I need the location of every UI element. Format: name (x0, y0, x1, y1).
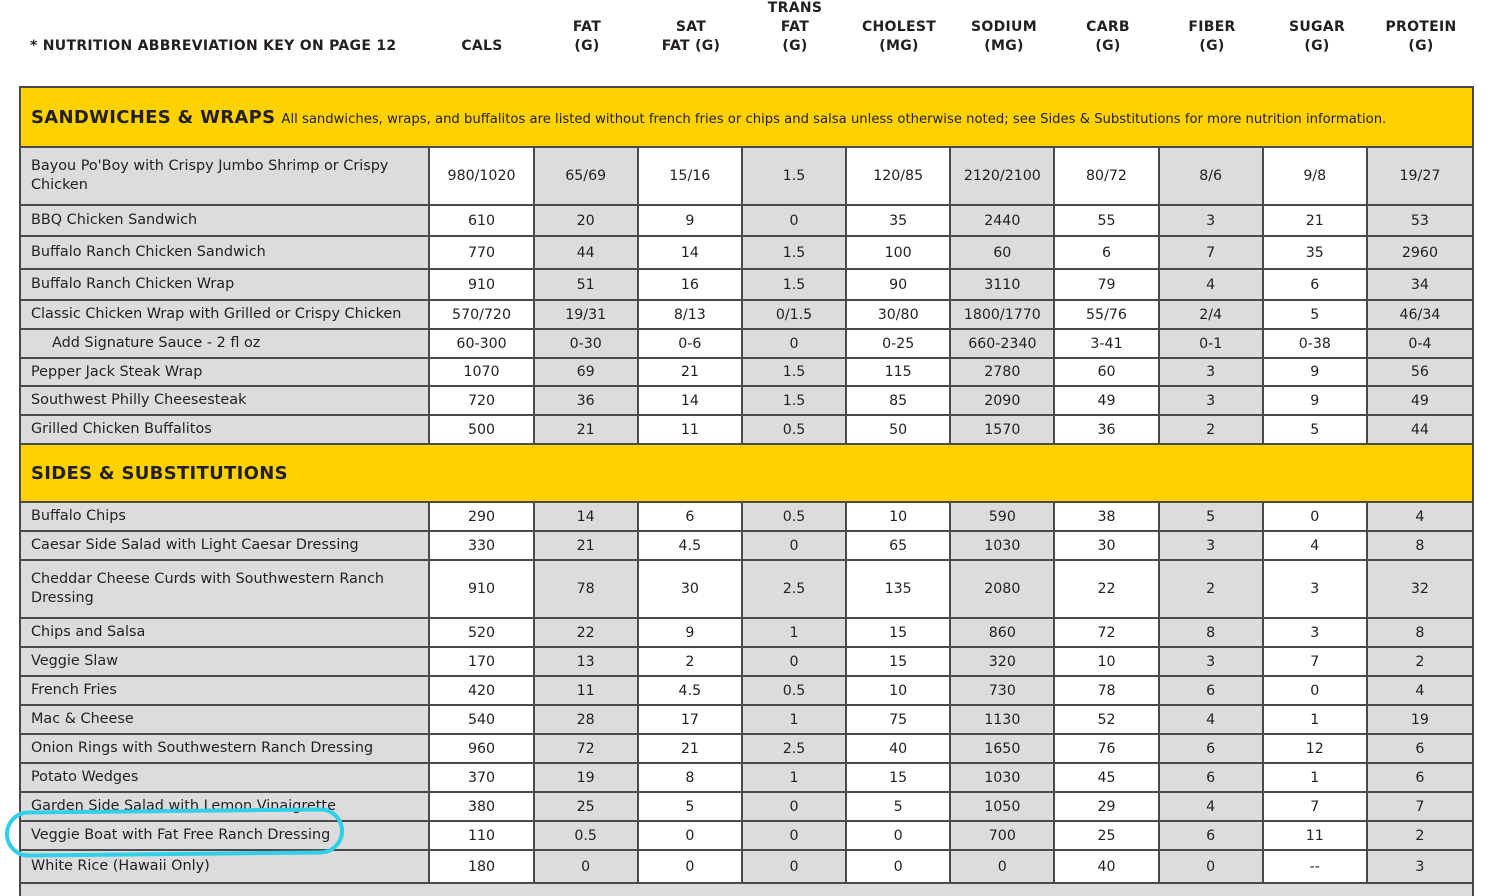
section-title: SIDES & SUBSTITUTIONS (31, 462, 288, 484)
column-header-row (0, 0, 1494, 86)
nutrition-value-cell: 15 (847, 648, 951, 675)
nutrition-value-cell: 16 (639, 270, 743, 299)
nutrition-value-cell: 35 (1264, 237, 1368, 268)
item-name: White Rice (Hawaii Only) (21, 851, 430, 882)
nutrition-value-cell: 79 (1055, 270, 1159, 299)
section-title: SANDWICHES & WRAPS (31, 106, 276, 128)
nutrition-value-cell: 320 (951, 648, 1055, 675)
column-header: SAT FAT (G) (661, 19, 721, 54)
nutrition-value-cell: 0 (743, 648, 847, 675)
nutrition-value-cell: 2 (1368, 648, 1472, 675)
nutrition-value-cell: 0.5 (535, 822, 639, 849)
nutrition-value-cell: 3 (1160, 206, 1264, 235)
nutrition-value-cell: 0-38 (1264, 330, 1368, 357)
nutrition-value-cell: 5 (847, 793, 951, 820)
nutrition-value-cell: 5 (639, 793, 743, 820)
nutrition-value-cell: 0 (639, 851, 743, 882)
nutrition-value-cell: 19/27 (1368, 148, 1472, 204)
nutrition-value-cell: 2/4 (1160, 301, 1264, 328)
nutrition-value-cell: 6 (1160, 677, 1264, 704)
nutrition-value-cell: 44 (535, 237, 639, 268)
nutrition-value-cell: 4.5 (639, 677, 743, 704)
item-name: Potato Wedges (21, 764, 430, 791)
nutrition-value-cell: 60-300 (430, 330, 534, 357)
nutrition-value-cell: 5 (1264, 416, 1368, 443)
nutrition-value-cell: 610 (430, 206, 534, 235)
nutrition-value-cell: 78 (535, 561, 639, 617)
item-name: Mac & Cheese (21, 706, 430, 733)
item-name: Pepper Jack Steak Wrap (21, 359, 430, 385)
nutrition-value-cell: 32 (1368, 561, 1472, 617)
nutrition-value-cell: 72 (1055, 619, 1159, 646)
nutrition-value-cell: 14 (535, 503, 639, 530)
item-name: French Fries (21, 677, 430, 704)
nutrition-value-cell: 80/72 (1055, 148, 1159, 204)
nutrition-value-cell: 380 (430, 793, 534, 820)
nutrition-value-cell: 1.5 (743, 359, 847, 385)
nutrition-value-cell: 0/1.5 (743, 301, 847, 328)
nutrition-value-cell: 11 (1264, 822, 1368, 849)
nutrition-value-cell: 0 (951, 851, 1055, 882)
nutrition-value-cell: 0-6 (639, 330, 743, 357)
item-name: Onion Rings with Southwestern Ranch Dressing (21, 735, 430, 762)
table-row (21, 706, 1472, 735)
nutrition-value-cell: 0-25 (847, 330, 951, 357)
nutrition-value-cell: 7 (1368, 793, 1472, 820)
section-header (21, 88, 1472, 148)
nutrition-value-cell: 290 (430, 503, 534, 530)
nutrition-value-cell: 11 (535, 677, 639, 704)
nutrition-value-cell: 700 (951, 822, 1055, 849)
nutrition-value-cell: 7 (1160, 237, 1264, 268)
table-row (21, 330, 1472, 359)
item-name: Buffalo Ranch Chicken Wrap (21, 270, 430, 299)
nutrition-value-cell: 72 (535, 735, 639, 762)
nutrition-value-cell: 65 (847, 532, 951, 559)
nutrition-value-cell: 500 (430, 416, 534, 443)
table-row (21, 619, 1472, 648)
nutrition-value-cell: 520 (430, 619, 534, 646)
item-name: Classic Chicken Wrap with Grilled or Crispy Chicken (21, 301, 430, 328)
nutrition-value-cell: 1.5 (743, 387, 847, 414)
nutrition-value-cell: -- (1264, 851, 1368, 882)
nutrition-value-cell: 75 (847, 706, 951, 733)
section-header (21, 445, 1472, 503)
nutrition-value-cell: 22 (1055, 561, 1159, 617)
nutrition-value-cell: 25 (535, 793, 639, 820)
nutrition-value-cell: 85 (847, 387, 951, 414)
column-header: TRANS FAT (G) (767, 0, 823, 54)
nutrition-value-cell: 115 (847, 359, 951, 385)
table-row (21, 677, 1472, 706)
nutrition-value-cell: 1.5 (743, 270, 847, 299)
table-row (21, 851, 1472, 884)
nutrition-value-cell: 8/13 (639, 301, 743, 328)
nutrition-value-cell: 34 (1368, 270, 1472, 299)
nutrition-value-cell: 36 (1055, 416, 1159, 443)
nutrition-value-cell: 2960 (1368, 237, 1472, 268)
nutrition-value-cell: 0.5 (743, 416, 847, 443)
nutrition-value-cell: 910 (430, 561, 534, 617)
nutrition-value-cell: 9/8 (1264, 148, 1368, 204)
nutrition-value-cell: 0 (743, 822, 847, 849)
nutrition-value-cell: 50 (847, 416, 951, 443)
nutrition-value-cell: 10 (847, 503, 951, 530)
nutrition-value-cell: 3-41 (1055, 330, 1159, 357)
nutrition-value-cell: 170 (430, 648, 534, 675)
nutrition-value-cell: 180 (430, 851, 534, 882)
nutrition-value-cell: 910 (430, 270, 534, 299)
item-name: Veggie Boat with Fat Free Ranch Dressing (21, 822, 430, 849)
nutrition-value-cell: 9 (639, 206, 743, 235)
nutrition-value-cell: 3110 (951, 270, 1055, 299)
nutrition-value-cell: 69 (535, 359, 639, 385)
column-header: CALS (461, 38, 503, 54)
nutrition-value-cell: 1650 (951, 735, 1055, 762)
nutrition-value-cell: 30 (1055, 532, 1159, 559)
nutrition-value-cell: 3 (1160, 387, 1264, 414)
item-name: Veggie Slaw (21, 648, 430, 675)
nutrition-value-cell: 38 (1055, 503, 1159, 530)
nutrition-value-cell: 0 (1160, 851, 1264, 882)
nutrition-value-cell: 1 (743, 764, 847, 791)
nutrition-value-cell: 8 (639, 764, 743, 791)
column-header: CHOLEST (MG) (861, 19, 937, 54)
nutrition-value-cell: 21 (535, 416, 639, 443)
nutrition-value-cell: 4 (1368, 503, 1472, 530)
table-row (21, 532, 1472, 561)
nutrition-value-cell: 5 (1264, 301, 1368, 328)
nutrition-value-cell: 14 (639, 237, 743, 268)
nutrition-value-cell: 17 (639, 706, 743, 733)
nutrition-value-cell: 420 (430, 677, 534, 704)
nutrition-value-cell: 2120/2100 (951, 148, 1055, 204)
nutrition-value-cell: 730 (951, 677, 1055, 704)
nutrition-value-cell: 4 (1160, 270, 1264, 299)
nutrition-value-cell: 330 (430, 532, 534, 559)
nutrition-value-cell: 980/1020 (430, 148, 534, 204)
item-name: Grilled Chicken Buffalitos (21, 416, 430, 443)
nutrition-value-cell: 0.5 (743, 677, 847, 704)
nutrition-value-cell: 0 (535, 851, 639, 882)
nutrition-value-cell: 15/16 (639, 148, 743, 204)
nutrition-value-cell: 28 (535, 706, 639, 733)
nutrition-value-cell: 9 (1264, 359, 1368, 385)
nutrition-value-cell: 21 (639, 735, 743, 762)
nutrition-value-cell: 3 (1160, 648, 1264, 675)
nutrition-value-cell: 2 (1368, 822, 1472, 849)
nutrition-value-cell: 0 (743, 206, 847, 235)
nutrition-value-cell: 40 (847, 735, 951, 762)
nutrition-value-cell: 3 (1160, 532, 1264, 559)
nutrition-value-cell: 1 (743, 706, 847, 733)
item-name: Chips and Salsa (21, 619, 430, 646)
nutrition-value-cell: 51 (535, 270, 639, 299)
nutrition-value-cell: 5 (1160, 503, 1264, 530)
nutrition-value-cell: 1570 (951, 416, 1055, 443)
nutrition-value-cell: 20 (535, 206, 639, 235)
nutrition-value-cell: 2080 (951, 561, 1055, 617)
column-header: FAT (G) (572, 19, 602, 54)
nutrition-value-cell: 9 (639, 619, 743, 646)
nutrition-value-cell: 2440 (951, 206, 1055, 235)
nutrition-value-cell: 21 (639, 359, 743, 385)
nutrition-value-cell: 6 (1264, 270, 1368, 299)
nutrition-value-cell: 6 (1368, 764, 1472, 791)
nutrition-value-cell: 0.5 (743, 503, 847, 530)
nutrition-value-cell: 2 (639, 648, 743, 675)
nutrition-value-cell: 4 (1264, 532, 1368, 559)
item-name: Garden Side Salad with Lemon Vinaigrette (21, 793, 430, 820)
nutrition-value-cell: 0 (1264, 677, 1368, 704)
nutrition-value-cell: 36 (535, 387, 639, 414)
nutrition-value-cell: 590 (951, 503, 1055, 530)
nutrition-value-cell: 0-30 (535, 330, 639, 357)
nutrition-value-cell: 2090 (951, 387, 1055, 414)
column-header: SUGAR (G) (1288, 19, 1346, 54)
nutrition-value-cell: 8 (1368, 619, 1472, 646)
nutrition-value-cell: 1070 (430, 359, 534, 385)
nutrition-value-cell: 55/76 (1055, 301, 1159, 328)
nutrition-value-cell: 76 (1055, 735, 1159, 762)
nutrition-value-cell: 1 (1264, 764, 1368, 791)
table-row (21, 301, 1472, 330)
table-row (21, 416, 1472, 445)
table-row (21, 206, 1472, 237)
nutrition-value-cell: 120/85 (847, 148, 951, 204)
nutrition-value-cell: 8/6 (1160, 148, 1264, 204)
nutrition-value-cell: 8 (1368, 532, 1472, 559)
nutrition-value-cell: 8 (1160, 619, 1264, 646)
column-header: CARB (G) (1086, 19, 1130, 54)
table-row (21, 764, 1472, 793)
nutrition-value-cell: 25 (1055, 822, 1159, 849)
nutrition-value-cell: 10 (847, 677, 951, 704)
nutrition-value-cell: 2.5 (743, 735, 847, 762)
nutrition-value-cell: 4.5 (639, 532, 743, 559)
nutrition-value-cell: 3 (1264, 561, 1368, 617)
nutrition-value-cell: 53 (1368, 206, 1472, 235)
nutrition-value-cell: 2780 (951, 359, 1055, 385)
nutrition-value-cell: 0 (743, 532, 847, 559)
nutrition-value-cell: 6 (639, 503, 743, 530)
nutrition-value-cell: 40 (1055, 851, 1159, 882)
nutrition-value-cell: 4 (1368, 677, 1472, 704)
column-header: SODIUM (MG) (971, 19, 1037, 54)
nutrition-value-cell: 19 (535, 764, 639, 791)
nutrition-value-cell: 12 (1264, 735, 1368, 762)
item-name: Add Signature Sauce - 2 fl oz (21, 330, 430, 357)
nutrition-value-cell: 9 (1264, 387, 1368, 414)
column-header: FIBER (G) (1188, 19, 1236, 54)
item-name: BBQ Chicken Sandwich (21, 206, 430, 235)
nutrition-value-cell: 860 (951, 619, 1055, 646)
nutrition-value-cell: 19 (1368, 706, 1472, 733)
nutrition-value-cell: 46/34 (1368, 301, 1472, 328)
nutrition-value-cell: 0 (1264, 503, 1368, 530)
nutrition-value-cell: 6 (1055, 237, 1159, 268)
nutrition-value-cell: 370 (430, 764, 534, 791)
nutrition-value-cell: 0 (743, 793, 847, 820)
nutrition-value-cell: 0 (847, 851, 951, 882)
table-row (21, 148, 1472, 206)
nutrition-value-cell: 960 (430, 735, 534, 762)
nutrition-value-cell: 1030 (951, 764, 1055, 791)
nutrition-value-cell: 1 (743, 619, 847, 646)
nutrition-value-cell: 110 (430, 822, 534, 849)
item-name: Buffalo Ranch Chicken Sandwich (21, 237, 430, 268)
nutrition-value-cell: 14 (639, 387, 743, 414)
table-continuation (21, 884, 1472, 896)
nutrition-value-cell: 6 (1160, 764, 1264, 791)
nutrition-value-cell: 3 (1160, 359, 1264, 385)
nutrition-value-cell: 1050 (951, 793, 1055, 820)
table-row (21, 359, 1472, 387)
nutrition-value-cell: 0 (847, 822, 951, 849)
nutrition-value-cell: 3 (1264, 619, 1368, 646)
nutrition-value-cell: 0 (743, 851, 847, 882)
table-row (21, 735, 1472, 764)
item-name: Caesar Side Salad with Light Caesar Dressing (21, 532, 430, 559)
nutrition-value-cell: 2 (1160, 561, 1264, 617)
nutrition-value-cell: 1.5 (743, 148, 847, 204)
nutrition-value-cell: 60 (1055, 359, 1159, 385)
item-name: Cheddar Cheese Curds with Southwestern Ranch Dressing (21, 561, 430, 617)
nutrition-value-cell: 21 (535, 532, 639, 559)
nutrition-value-cell: 15 (847, 619, 951, 646)
nutrition-value-cell: 135 (847, 561, 951, 617)
nutrition-value-cell: 2 (1160, 416, 1264, 443)
nutrition-value-cell: 6 (1368, 735, 1472, 762)
nutrition-value-cell: 660-2340 (951, 330, 1055, 357)
nutrition-value-cell: 21 (1264, 206, 1368, 235)
nutrition-value-cell: 35 (847, 206, 951, 235)
nutrition-value-cell: 19/31 (535, 301, 639, 328)
nutrition-value-cell: 1030 (951, 532, 1055, 559)
nutrition-value-cell: 90 (847, 270, 951, 299)
nutrition-value-cell: 770 (430, 237, 534, 268)
highlight-circle-marker (5, 807, 344, 858)
nutrition-value-cell: 30/80 (847, 301, 951, 328)
section-note: All sandwiches, wraps, and buffalitos are listed without french fries or chips and salsa unless otherwise noted; see Sides & Substitutions for more nutrition information. (281, 111, 1387, 127)
nutrition-value-cell: 4 (1160, 793, 1264, 820)
nutrition-value-cell: 52 (1055, 706, 1159, 733)
nutrition-value-cell: 7 (1264, 648, 1368, 675)
nutrition-value-cell: 30 (639, 561, 743, 617)
nutrition-table (19, 86, 1474, 896)
nutrition-value-cell: 13 (535, 648, 639, 675)
nutrition-value-cell: 0-4 (1368, 330, 1472, 357)
nutrition-value-cell: 29 (1055, 793, 1159, 820)
nutrition-value-cell: 720 (430, 387, 534, 414)
nutrition-value-cell: 4 (1160, 706, 1264, 733)
nutrition-value-cell: 540 (430, 706, 534, 733)
nutrition-value-cell: 7 (1264, 793, 1368, 820)
item-name: Buffalo Chips (21, 503, 430, 530)
nutrition-value-cell: 55 (1055, 206, 1159, 235)
nutrition-value-cell: 570/720 (430, 301, 534, 328)
abbreviation-key-note: * NUTRITION ABBREVIATION KEY ON PAGE 12 (30, 38, 397, 54)
table-row (21, 503, 1472, 532)
nutrition-value-cell: 1800/1770 (951, 301, 1055, 328)
nutrition-value-cell: 0 (639, 822, 743, 849)
nutrition-value-cell: 0 (743, 330, 847, 357)
nutrition-value-cell: 1.5 (743, 237, 847, 268)
nutrition-value-cell: 60 (951, 237, 1055, 268)
nutrition-value-cell: 15 (847, 764, 951, 791)
nutrition-value-cell: 78 (1055, 677, 1159, 704)
nutrition-value-cell: 22 (535, 619, 639, 646)
nutrition-value-cell: 6 (1160, 822, 1264, 849)
table-row (21, 270, 1472, 301)
nutrition-value-cell: 1130 (951, 706, 1055, 733)
nutrition-value-cell: 1 (1264, 706, 1368, 733)
nutrition-value-cell: 10 (1055, 648, 1159, 675)
table-row (21, 387, 1472, 416)
nutrition-value-cell: 44 (1368, 416, 1472, 443)
nutrition-value-cell: 100 (847, 237, 951, 268)
item-name: Southwest Philly Cheesesteak (21, 387, 430, 414)
nutrition-value-cell: 0-1 (1160, 330, 1264, 357)
table-row (21, 237, 1472, 270)
nutrition-value-cell: 3 (1368, 851, 1472, 882)
item-name: Bayou Po'Boy with Crispy Jumbo Shrimp or Crispy Chicken (21, 148, 430, 204)
nutrition-value-cell: 6 (1160, 735, 1264, 762)
column-header: PROTEIN (G) (1385, 19, 1457, 54)
nutrition-value-cell: 56 (1368, 359, 1472, 385)
nutrition-value-cell: 65/69 (535, 148, 639, 204)
nutrition-value-cell: 45 (1055, 764, 1159, 791)
nutrition-value-cell: 49 (1055, 387, 1159, 414)
nutrition-value-cell: 49 (1368, 387, 1472, 414)
table-row (21, 561, 1472, 619)
table-row (21, 648, 1472, 677)
nutrition-value-cell: 2.5 (743, 561, 847, 617)
nutrition-value-cell: 11 (639, 416, 743, 443)
